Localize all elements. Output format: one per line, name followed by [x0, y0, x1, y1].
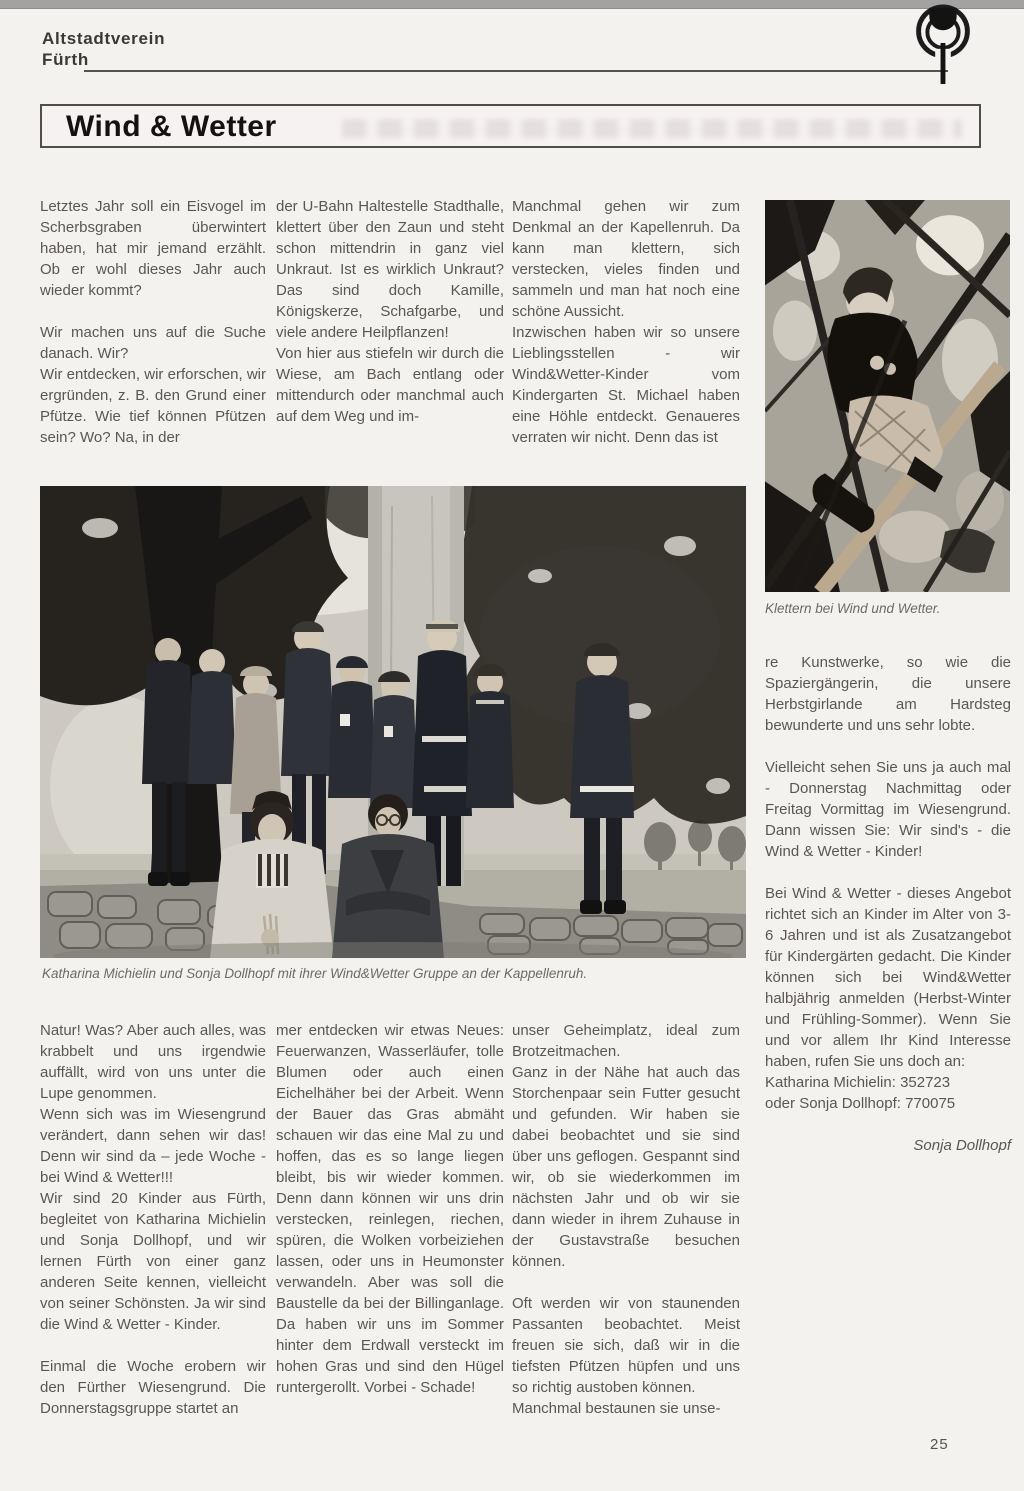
- header-divider: [84, 70, 948, 72]
- right-photo-caption: Klettern bei Wind und Wetter.: [765, 601, 941, 616]
- organization-name-line1: Altstadtverein: [42, 29, 166, 48]
- paragraph: mer entdecken wir etwas Neues: Feuerwanzen, Wasserläufer, tolle Blumen oder auch einen Eichelhäher bei der Arbeit. Wenn der Bauer das Gras abmäht schauen wir das eine Mal zu und hoffen, das es so lange liegen bleibt, bis wir wieder kommen. Denn dann können wir uns drin verstecken, reinlegen, riechen, spüren, die Wolken vorbeiziehen lassen, oder uns in Heumonster verwandeln. Aber was soll die Baustelle da bei der Billinganlage. Da haben wir uns im Sommer hinter dem Erdwall versteckt im hohen Gras und sind den Hügel runtergerollt. Vorbei - Schade!: [276, 1022, 504, 1396]
- paragraph: unser Geheimplatz, ideal zum Brotzeitmachen.: [512, 1022, 740, 1060]
- text-column-bottom-1: [40, 1020, 266, 1419]
- paragraph: Natur! Was? Aber auch alles, was krabbelt und uns irgendwie auffällt, wird von uns unter die Lupe genommen.: [40, 1022, 266, 1102]
- scan-edge-band: [0, 0, 1024, 9]
- paragraph: Manchmal bestaunen sie unse-: [512, 1400, 721, 1417]
- photo-wind-wetter-group: [40, 486, 746, 958]
- paragraph: Oft werden wir von staunenden Passanten beobachtet. Meist freuen sie sich, daß wir in die tiefsten Pfützen hüpfen und uns so richtig austoben können.: [512, 1295, 740, 1396]
- paragraph: Einmal die Woche erobern wir den Fürther Wiesengrund. Die Donnerstagsgruppe startet an: [40, 1358, 266, 1417]
- organization-name: [42, 28, 165, 70]
- paragraph: Ganz in der Nähe hat auch das Storchenpaar sein Futter gesucht und gefunden. Wir haben sie dabei beobachtet und sie sind über uns geflogen. Gespannt sind wir, ob sie wiederkommen im nächsten Jahr und ob wir sie dann wieder in ihrem Zuhause in der Gustavstraße besuchen können.: [512, 1064, 740, 1270]
- paragraph: re Kunstwerke, so wie die Spaziergängerin, die unsere Herbstgirlande am Hardsteg bewunderte und uns sehr lobte.: [765, 654, 1011, 734]
- paragraph: Wir entdecken, wir erforschen, wir ergründen, z. B. den Grund einer Pfütze. Wie tief können Pfützen sein? Wo? Na, in der: [40, 366, 266, 446]
- paragraph: Von hier aus stiefeln wir durch die Wiese, am Bach entlang oder mittendurch oder manchmal auch auf dem Weg und im-: [276, 345, 504, 425]
- paragraph: der U-Bahn Haltestelle Stadthalle, klettert über den Zaun und steht schon mittendrin in ganz viel Unkraut. Ist es wirklich Unkraut? Das sind doch Kamille, Königskerze, Schafgarbe, und viele andere Heilpflanzen!: [276, 198, 504, 341]
- photo-child-climbing-tree: [765, 200, 1010, 592]
- logo-graphic: [902, 2, 984, 88]
- text-column-top-1: [40, 196, 266, 448]
- altstadtverein-tree-logo-icon: [902, 2, 984, 88]
- paragraph: Wir sind 20 Kinder aus Fürth, begleitet von Katharina Michielin und Sonja Dollhopf, und wir lernen Fürth von einer ganz anderen Seite kennen, vielleicht von seiner Schönsten. Ja wir sind die Wind & Wetter - Kinder.: [40, 1190, 266, 1333]
- article-title: Wind & Wetter: [66, 110, 277, 143]
- paragraph: Bei Wind & Wetter - dieses Angebot richtet sich an Kinder im Alter von 3-6 Jahren und ist als Zusatzangebot für Kindergärten gedacht. Die Kinder können sich bei Wind&Wetter halbjährig anmelden (Herbst-Winter und Frühling-Sommer). Wenn Sie und vor allem Ihr Kind Interesse haben, rufen Sie uns doch an:: [765, 885, 1011, 1070]
- bleed-through-artifact: [342, 119, 962, 138]
- author-signature: Sonja Dollhopf: [913, 1137, 1011, 1154]
- text-column-top-2: [276, 196, 504, 427]
- organization-name-line2: Fürth: [42, 50, 89, 69]
- contact-phone-line: oder Sonja Dollhopf: 770075: [765, 1095, 956, 1112]
- contact-phone-line: Katharina Michielin: 352723: [765, 1074, 951, 1091]
- paragraph: Wir machen uns auf die Suche danach. Wir?: [40, 324, 266, 362]
- article-title-box: [40, 104, 981, 148]
- main-photo-caption: Katharina Michielin und Sonja Dollhopf mit ihrer Wind&Wetter Gruppe an der Kappellenruh.: [42, 966, 588, 981]
- text-column-bottom-3: [512, 1020, 740, 1419]
- paragraph: Wenn sich was im Wiesengrund verändert, dann sehen wir das! Denn wir sind da – jede Woche - bei Wind & Wetter!!!: [40, 1106, 266, 1186]
- group-photo-graphic: [40, 486, 746, 958]
- paragraph: Inzwischen haben wir so unsere Lieblingsstellen - wir Wind&Wetter-Kinder vom Kindergarten St. Michael haben eine Höhle entdeckt. Genaueres verraten wir nicht. Denn das ist: [512, 324, 740, 446]
- text-column-sidebar: [765, 652, 1011, 1156]
- climbing-photo-graphic: [765, 200, 1010, 592]
- page-number: 25: [930, 1436, 949, 1453]
- text-column-top-3: [512, 196, 740, 448]
- paragraph: Manchmal gehen wir zum Denkmal an der Kapellenruh. Da kann man klettern, sich verstecken, vieles finden und sammeln und man hat noch eine schöne Aussicht.: [512, 198, 740, 320]
- paragraph: Letztes Jahr soll ein Eisvogel im Scherbsgraben überwintert haben, hat mir jemand erzählt. Ob er wohl dieses Jahr auch wieder kommt?: [40, 198, 266, 299]
- paragraph: Vielleicht sehen Sie uns ja auch mal - Donnerstag Nachmittag oder Freitag Vormittag im Wiesengrund. Dann wissen Sie: Wir sind's - die Wind & Wetter - Kinder!: [765, 759, 1011, 860]
- text-column-bottom-2: [276, 1020, 504, 1398]
